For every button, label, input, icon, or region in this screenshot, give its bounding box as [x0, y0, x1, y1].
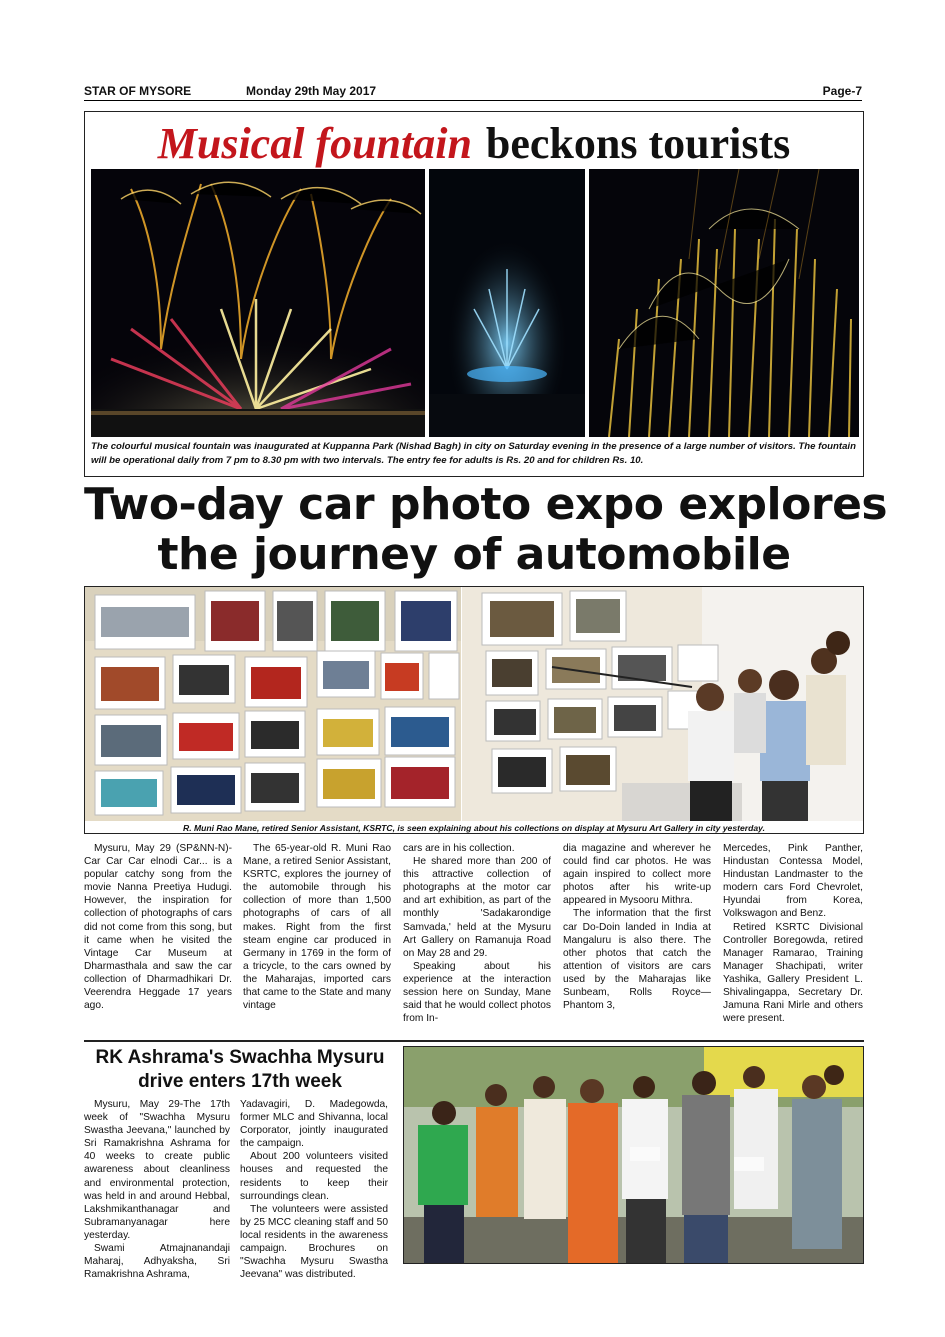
fountain-photo-palms: [91, 169, 425, 437]
car-expo-caption: R. Muni Rao Mane, retired Senior Assistant, KSRTC, is seen explaining about his collections on display at Mysuru Art Gallery in city yesterday.: [183, 823, 765, 833]
car-expo-col3-text-a: cars are in his collection.: [403, 843, 515, 854]
fountain-headline: [85, 118, 863, 169]
page-number: Page-7: [822, 84, 862, 98]
car-expo-headline-line1: Two-day car photo expo explores: [84, 479, 888, 530]
car-expo-headline-line2: the journey of automobile: [157, 529, 791, 580]
car-expo-col4-text-a: dia magazine and wherever he could find car photos. He was again inspired to collect more photos after his write-up appeared in Mysooru Mithra.: [563, 843, 711, 907]
fountain-caption: The colourful musical fountain was inaugurated at Kuppanna Park (Nishad Bagh) in city on Saturday evening in the presence of a large number of visitors. The fountain will be operational daily from 7 pm to 8.30 pm with two intervals. The entry fee for adults is Rs. 20 and for children Rs. 10.: [91, 441, 856, 466]
car-expo-col3-text-c: Speaking about his experience at the interaction session here on Sunday, Mane said that he would collect photos from In-: [403, 960, 551, 1025]
rk-ashrama-column-1: [84, 1098, 230, 1281]
car-expo-col2-text: The 65-year-old R. Muni Rao Mane, a retired Senior Assistant, KSRTC, explores the journey of the automobile through his collection of more than 1,500 photographs of cars of all makes. Right from the first steam engine car produced in Germany in 1769 in the form of a tricycle, to the cars owned by the Maharajas, imported cars that came to the State and many vintage: [243, 843, 391, 1012]
car-expo-column-2: [243, 842, 391, 1012]
rk-ashrama-photo: [403, 1046, 864, 1264]
car-expo-headline: [84, 479, 888, 580]
fountain-headline-red: Musical fountain: [157, 119, 472, 168]
fountain-story: [84, 111, 864, 477]
rk-ashrama-headline: [84, 1046, 396, 1094]
rk-col1-text-b: Swami Atmajnanandaji Maharaj, Adhyaksha, Sri Ramakrishna Ashrama,: [84, 1243, 230, 1281]
rk-col1-text-a: Mysuru, May 29-The 17th week of "Swachha Mysuru Swastha Jeevana," launched by Sri Ramakrishna Ashrama for 40 weeks to create public awareness about cleanliness and environmental protection, was held in and around Hebbal, Lakshmikanthanagar and Subramanyanagar here yesterday.: [84, 1099, 230, 1241]
car-expo-col3-text-b: He shared more than 200 of this attractive collection of photographs at the motor car and art exhibition, as part of the monthly 'Sadakarondige Samvada,' held at the Mysuru Art Gallery on Ramanuja Road on May 28 and 29.: [403, 856, 551, 959]
rk-col2-text-c: The volunteers were assisted by 25 MCC cleaning staff and 50 local residents in the awareness campaign. Brochures on "Swachha Mysuru Swastha Jeevana" was distributed.: [240, 1203, 388, 1281]
rk-col2-text-a: Yadavagiri, D. Madegowda, former MLC and Shivanna, local Corporator, jointly inaugurated the campaign.: [240, 1099, 388, 1150]
section-divider: [84, 1040, 864, 1042]
car-photo-display-wall: [85, 587, 461, 821]
car-expo-column-5: [723, 842, 863, 1025]
car-expo-column-3: [403, 842, 551, 1025]
fountain-headline-black: beckons tourists: [485, 119, 791, 168]
paper-name: STAR OF MYSORE: [84, 84, 192, 98]
car-expo-column-4: [563, 842, 711, 1012]
car-expo-col5-text-b: Retired KSRTC Divisional Controller Boregowda, retired Manager Ramarao, Training Manager Shachipati, writer Yashika, Gallery President L. Shivalingappa, Secretary Dr. Jamuna Rani Mirle and others were present.: [723, 921, 863, 1025]
car-expo-photo-box: [84, 586, 864, 834]
fountain-photo-blue: [429, 169, 585, 437]
car-expo-col1-text: Mysuru, May 29 (SP&NN-N)-Car Car Car elnodi Car... is a popular catchy song from the movie Nanna Preetiya Hudugi. However, the inspiration for collection of photographs of cars did not come from this song, but it came when he visited the Vintage Car Museum at Dharmasthala and saw the car collection of Dharmadhikari Dr. Veerendra Heggade 17 years ago.: [84, 843, 232, 1012]
car-photo-presenter: [462, 587, 863, 821]
masthead: [84, 84, 862, 101]
issue-date: Monday 29th May 2017: [246, 84, 377, 98]
car-expo-column-1: [84, 842, 232, 1012]
rk-col2-text-b: About 200 volunteers visited houses and requested the residents to keep their surroundings clean.: [240, 1151, 388, 1202]
car-expo-col4-text-b: The information that the first car Do-Doin landed in India at Mangaluru is also there. The other photos that catch the attention of visitors are cars used by the Maharajas like Sunbeam, Rolls Royce—Phantom 3,: [563, 908, 711, 1012]
car-expo-col5-text-a: Mercedes, Pink Panther, Hindustan Contessa Model, Hindustan Landmaster to the modern cars Ford Chevrolet, Hyundai from Korea, Volkswagon and Benz.: [723, 843, 863, 920]
rk-ashrama-headline-line2: drive enters 17th week: [138, 1071, 342, 1092]
rk-ashrama-headline-line1: RK Ashrama's Swachha Mysuru: [95, 1047, 385, 1068]
rk-ashrama-column-2: [240, 1098, 388, 1281]
fountain-photo-gold: [589, 169, 859, 437]
